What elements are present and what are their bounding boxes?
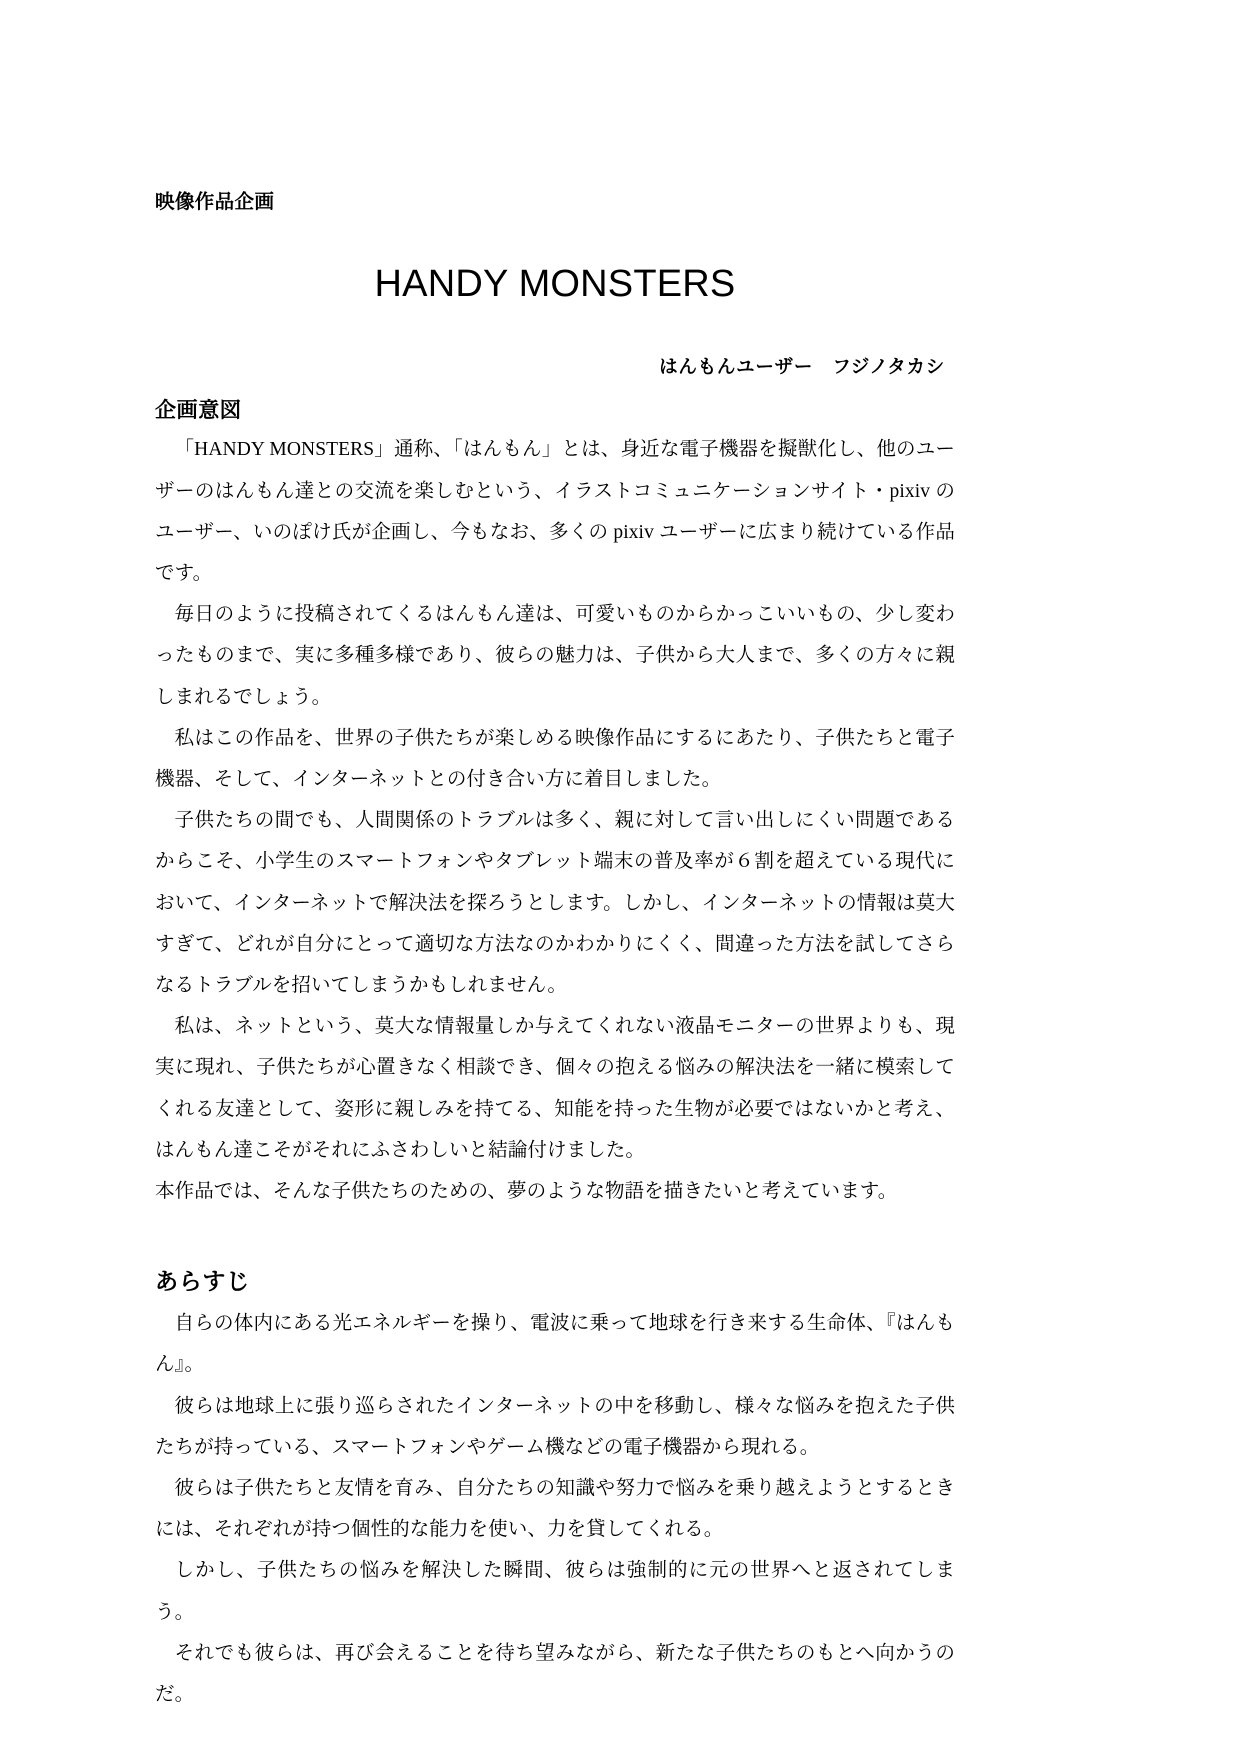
- section-synopsis-body: [155, 1303, 955, 1715]
- section-intent-body: [155, 429, 955, 1212]
- page-title: HANDY MONSTERS: [374, 263, 736, 306]
- document-kicker: 映像作品企画: [155, 190, 275, 213]
- document-content: [155, 0, 955, 1715]
- paragraph: 毎日のように投稿されてくるはんもん達は、可愛いものからかっこいいもの、少し変わったものまで、実に多種多様であり、彼らの魅力は、子供から大人まで、多くの方々に親しまれるでしょう。: [155, 604, 955, 708]
- paragraph: しかし、子供たちの悩みを解決した瞬間、彼らは強制的に元の世界へと返されてしまう。: [155, 1560, 955, 1623]
- paragraph-closing: 本作品では、そんな子供たちのための、夢のような物語を描きたいと考えています。: [155, 1181, 898, 1203]
- section-synopsis: [155, 1268, 955, 1715]
- paragraph: 自らの体内にある光エネルギーを操り、電波に乗って地球を行き来する生命体、『はんもん』。: [155, 1313, 955, 1376]
- paragraph: 彼らは子供たちと友情を育み、自分たちの知識や努力で悩みを乗り越えようとするときには、それぞれが持つ個性的な能力を使い、力を貸してくれる。: [155, 1477, 955, 1541]
- paragraph: 私は、ネットという、莫大な情報量しか与えてくれない液晶モニターの世界よりも、現実に現れ、子供たちが心置きなく相談でき、個々の抱える悩みの解決法を一緒に模索してくれる友達として、姿形に親しみを持てる、知能を持った生物が必要ではないかと考え、はんもん達こそがそれにふさわしいと結論付けました。: [155, 1016, 955, 1161]
- paragraph: 子供たちの間でも、人間関係のトラブルは多く、親に対して言い出しにくい問題であるからこそ、小学生のスマートフォンやタブレット端末の普及率が６割を超えている現代において、インターネットで解決法を探ろうとします。しかし、インターネットの情報は莫大すぎて、どれが自分にとって適切な方法なのかわかりにくく、間違った方法を試してさらなるトラブルを招いてしまうかもしれません。: [155, 810, 955, 997]
- document-byline: はんもんユーザー フジノタカシ: [659, 357, 945, 379]
- paragraph: 私はこの作品を、世界の子供たちが楽しめる映像作品にするにあたり、子供たちと電子機器、そして、インターネットとの付き合い方に着目しました。: [155, 727, 955, 790]
- paragraph: 彼らは地球上に張り巡らされたインターネットの中を移動し、様々な悩みを抱えた子供たちが持っている、スマートフォンやゲーム機などの電子機器から現れる。: [155, 1395, 955, 1458]
- paragraph: それでも彼らは、再び会えることを待ち望みながら、新たな子供たちのもとへ向かうのだ。: [155, 1642, 955, 1705]
- section-heading-intent: 企画意図: [155, 398, 242, 423]
- section-intent: [155, 397, 955, 1212]
- section-heading-synopsis: あらすじ: [155, 1269, 250, 1296]
- paragraph: 「HANDY MONSTERS」通称、「はんもん」とは、身近な電子機器を擬獣化し、他のユーザーのはんもん達との交流を楽しむという、イラストコミュニケーションサイト・pixiv のユーザー、いのぽけ氏が企画し、今もなお、多くの pixiv ユーザーに広まり続けている作品です。: [155, 439, 955, 584]
